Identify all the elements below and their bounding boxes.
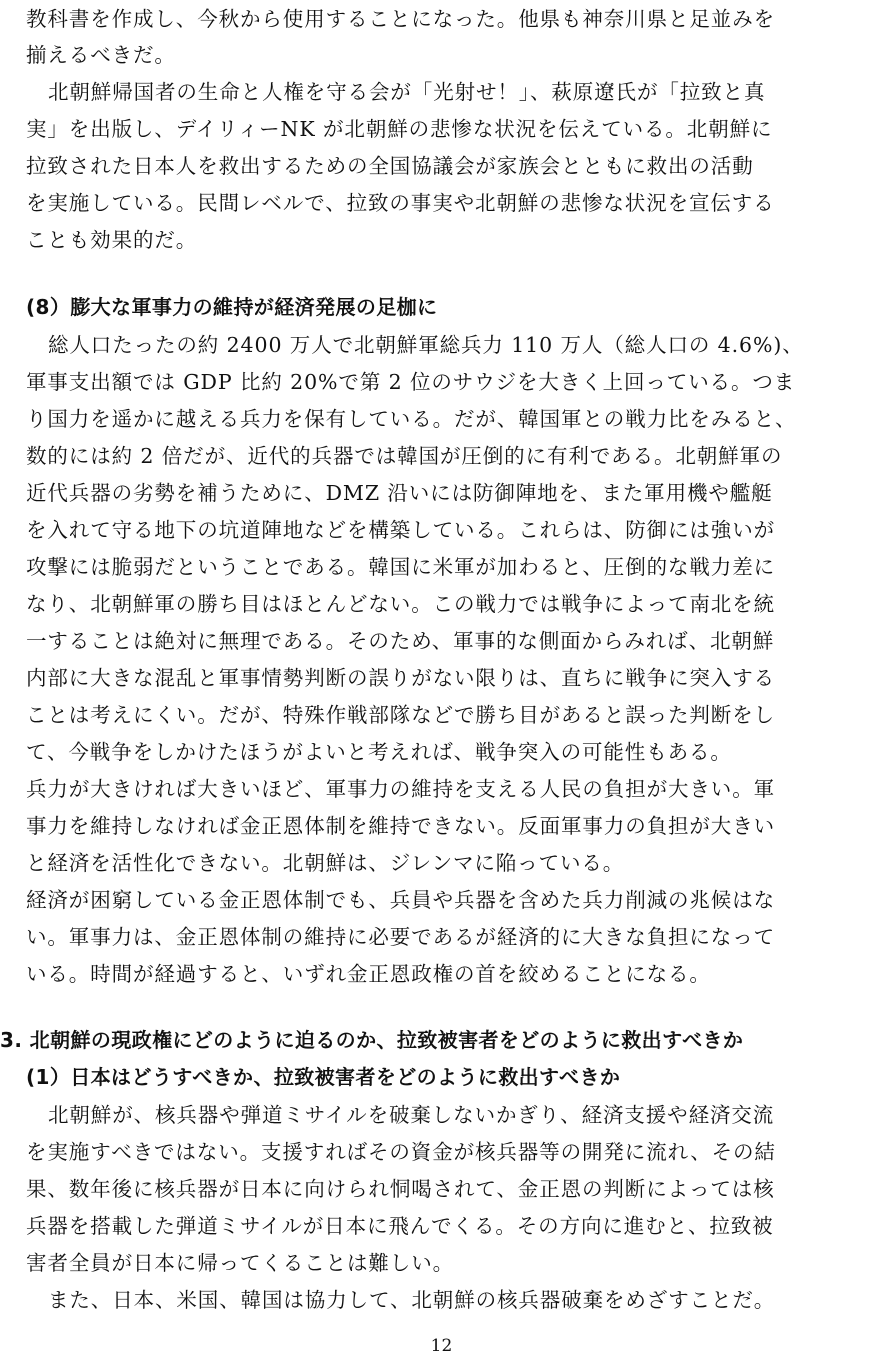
text-line: 総人口たったの約 2400 万人で北朝鮮軍総兵力 110 万人（総人口の 4.6%)、 <box>48 333 804 357</box>
text-line: り国力を遥かに越える兵力を保有している。だが、韓国軍との戦力比をみると、 <box>26 407 797 431</box>
text-line: 一することは絶対に無理である。そのため、軍事的な側面からみれば、北朝鮮 <box>26 629 775 653</box>
text-line: と経済を活性化できない。北朝鮮は、ジレンマに陥っている。 <box>26 851 625 875</box>
text-line: 兵力が大きければ大きいほど、軍事力の維持を支える人民の負担が大きい。軍 <box>26 777 775 801</box>
section-heading: (1）日本はどうすべきか、拉致被害者をどのように救出すべきか <box>26 1065 621 1089</box>
text-line: い。軍事力は、金正恩体制の維持に必要であるが経済的に大きな負担になって <box>26 925 775 949</box>
text-line: ことは考えにくい。だが、特殊作戦部隊などで勝ち目があると誤った判断をし <box>26 703 775 727</box>
text-line: 数的には約 2 倍だが、近代的兵器では韓国が圧倒的に有利である。北朝鮮軍の <box>26 444 783 468</box>
text-line: 北朝鮮が、核兵器や弾道ミサイルを破棄しないかぎり、経済支援や経済交流 <box>48 1103 775 1127</box>
text-line: 果、数年後に核兵器が日本に向けられ恫喝されて、金正恩の判断によっては核 <box>26 1177 775 1201</box>
text-line: また、日本、米国、韓国は協力して、北朝鮮の核兵器破棄をめざすことだ。 <box>48 1288 776 1312</box>
text-line: ことも効果的だ。 <box>26 228 198 252</box>
text-line: を実施すべきではない。支援すればその資金が核兵器等の開発に流れ、その結 <box>26 1140 776 1164</box>
text-line: 攻撃には脆弱だということである。韓国に米軍が加わると、圧倒的な戦力差に <box>26 555 775 579</box>
text-line: いる。時間が経過すると、いずれ金正恩政権の首を絞めることになる。 <box>26 962 711 986</box>
page-number: 12 <box>430 1336 453 1356</box>
text-line: 実」を出版し、デイリィーNK が北朝鮮の悲惨な状況を伝えている。北朝鮮に <box>26 117 773 141</box>
text-line: 兵器を搭載した弾道ミサイルが日本に飛んでくる。その方向に進むと、拉致被 <box>26 1214 774 1238</box>
text-line: 教科書を作成し、今秋から使用することになった。他県も神奈川県と足並みを <box>26 7 775 31</box>
chapter-heading: 3. 北朝鮮の現政権にどのように迫るのか、拉致被害者をどのように救出すべきか <box>0 1028 744 1052</box>
text-line: 事力を維持しなければ金正恩体制を維持できない。反面軍事力の負担が大きい <box>26 814 775 838</box>
text-line: を入れて守る地下の坑道陣地などを構築している。これらは、防御には強いが <box>26 518 775 542</box>
text-line: を実施している。民間レベルで、拉致の事実や北朝鮮の悲惨な状況を宣伝する <box>26 191 775 215</box>
text-line: なり、北朝鮮軍の勝ち目はほとんどない。この戦力では戦争によって南北を統 <box>26 592 775 616</box>
text-line: 害者全員が日本に帰ってくることは難しい。 <box>26 1251 454 1275</box>
text-line: 経済が困窮している金正恩体制でも、兵員や兵器を含めた兵力削減の兆候はな <box>26 888 775 912</box>
text-line: 近代兵器の劣勢を補うために、DMZ 沿いには防御陣地を、また軍用機や艦艇 <box>26 481 773 505</box>
text-line: 揃えるべきだ。 <box>26 43 176 67</box>
text-line: 内部に大きな混乱と軍事情勢判断の誤りがない限りは、直ちに戦争に突入する <box>26 666 775 690</box>
text-line: 拉致された日本人を救出するための全国協議会が家族会とともに救出の活動 <box>26 154 754 178</box>
text-line: 北朝鮮帰国者の生命と人権を守る会が「光射せ！」、萩原遼氏が「拉致と真 <box>48 80 766 104</box>
text-line: 軍事支出額では GDP 比約 20%で第 2 位のサウジを大きく上回っている。つま <box>26 370 796 394</box>
section-heading: (8）膨大な軍事力の維持が経済発展の足枷に <box>26 295 438 319</box>
text-line: て、今戦争をしかけたほうがよいと考えれば、戦争突入の可能性もある。 <box>26 740 732 764</box>
